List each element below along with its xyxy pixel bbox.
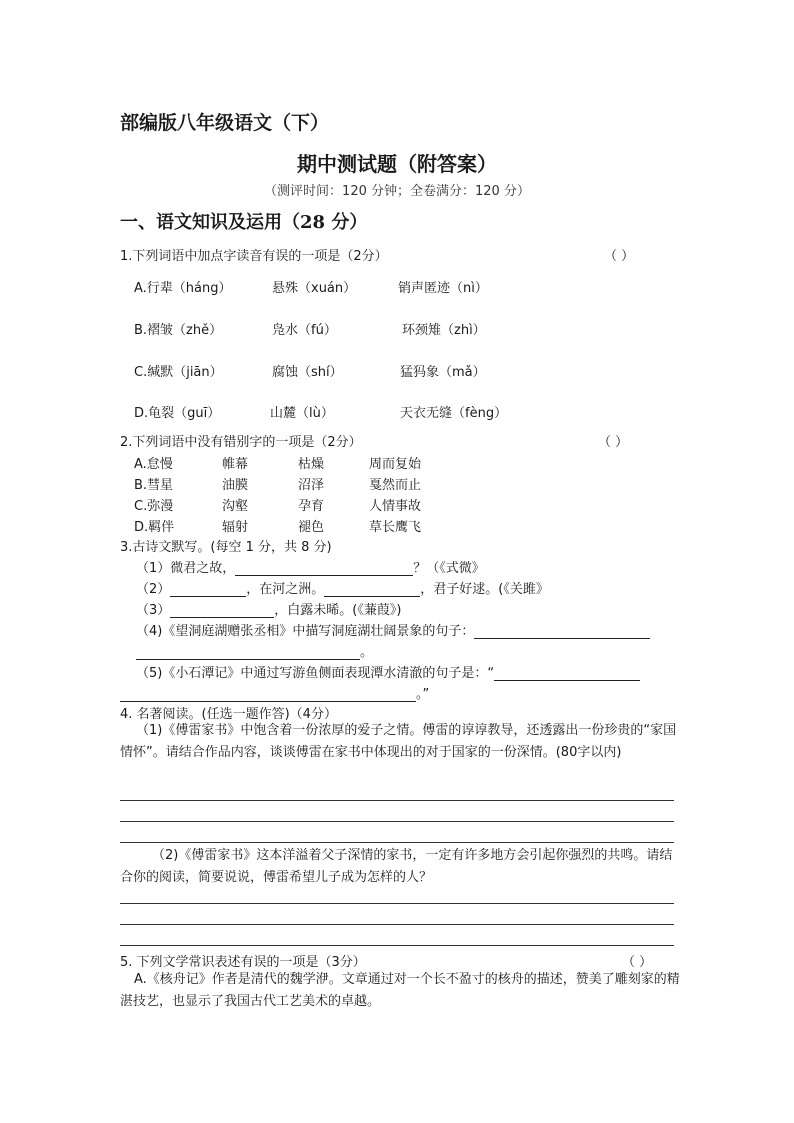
q1-option: 环颈雉（zhì） [402,323,486,338]
q3-text: 。” [416,687,430,702]
q3-text: （2） [136,582,171,597]
q3-blank[interactable] [235,561,413,576]
q3-line-4b [136,641,373,660]
answer-line[interactable] [120,821,674,822]
q2-word: D.羁伴 [134,520,175,535]
q2-word: 沟壑 [222,499,249,514]
q3-line-1 [136,557,485,576]
q3-line-3 [136,599,401,618]
q3-text: ？（《式微》 [413,561,485,576]
answer-line[interactable] [120,842,674,843]
q3-blank[interactable] [474,624,650,639]
q5-option-a: A.《核舟记》作者是清代的魏学洢。文章通过对一个长不盈寸的核舟的描述，赞美了雕刻家的精湛技艺，也显示了我国古代工艺美术的卓越。 [120,972,680,1009]
q5-answer-paren[interactable]: （ ） [622,955,653,970]
q1-option: D.龟裂（guī） [134,406,221,421]
q1-option: 销声匿迹（nì） [398,281,488,296]
q3-blank[interactable] [170,603,274,618]
series-heading: 部编版八年级语文（下） [120,112,330,134]
q1-option: C.缄默（jiān） [134,365,223,380]
q2-word: 辐射 [222,520,249,535]
q1-option: A.行辈（háng） [134,281,232,296]
q1-option: 腐蚀（shí） [272,365,343,380]
q3-text: （5)《小石潭记》中通过写游鱼侧面表现潭水清澈的句子是：“ [136,666,495,681]
q3-blank[interactable] [136,645,360,660]
q1-answer-paren[interactable]: （ ） [604,249,635,264]
q2-word: 周而复始 [369,457,422,472]
q3-blank[interactable] [324,582,420,597]
q1-option: B.褶皱（zhě） [134,323,223,338]
q1-stem: 1.下列词语中加点字读音有误的一项是（2分） [120,249,388,264]
answer-line[interactable] [120,924,674,925]
q3-blank[interactable] [170,582,246,597]
q2-word: 沼泽 [298,478,325,493]
q3-text: （4)《望洞庭湖赠张丞相》中描写洞庭湖壮阔景象的句子： [136,624,475,639]
q3-text: （3） [136,603,171,618]
q1-option: 悬殊（xuán） [272,281,357,296]
q2-word: 草长鹰飞 [369,520,422,535]
q2-word: 褪色 [298,520,325,535]
q2-word: 油膜 [222,478,249,493]
q3-blank[interactable] [120,687,416,702]
q3-stem: 3.古诗文默写。(每空 1 分，共 8 分) [120,540,332,555]
q4-part-2: （2)《傅雷家书》这本洋溢着父子深情的家书，一定有许多地方会引起你强烈的共鸣。请结合你的阅读，简要说说，傅雷希望儿子成为怎样的人？ [120,848,673,885]
q1-option: 山麓（lù） [270,406,334,421]
q2-word: 人情事故 [369,499,422,514]
q2-word: 帷幕 [222,457,249,472]
q3-line-2 [136,578,549,597]
q3-line-4 [136,620,650,639]
q1-option: 猛犸象（mǎ） [400,365,486,380]
q2-word: B.彗星 [134,478,174,493]
q3-text: ，君子好逑。(《关雎》 [420,582,549,597]
q4-stem: 4. 名著阅读。(任选一题作答)（4分） [120,707,337,722]
q2-answer-paren[interactable]: （ ） [598,435,629,450]
q5-stem: 5. 下列文学常识表述有误的一项是（3分） [120,955,366,970]
q1-option: 凫水（fú） [272,323,337,338]
answer-line[interactable] [120,945,674,946]
q3-text: ，在河之洲。 [246,582,325,597]
q3-text: ，白露未晞。(《蒹葭》) [274,603,402,618]
q1-option: 天衣无缝（fèng） [400,406,508,421]
q3-text: 。 [360,645,374,660]
q2-stem: 2.下列词语中没有错别字的一项是（2分） [120,435,362,450]
q3-line-5b [120,683,429,702]
q3-text: （1）微君之故， [136,561,236,576]
q2-word: 枯燥 [298,457,325,472]
q4-part-1: （1)《傅雷家书》中饱含着一份浓厚的爱子之情。傅雷的谆谆教导，还透露出一份珍贵的“家国情怀”。请结合作品内容，谈谈傅雷在家书中体现出的对于国家的一份深情。(80字以内) [120,723,677,760]
q2-word: 孕育 [298,499,325,514]
section-heading: 一、语文知识及运用（28 分） [120,212,368,233]
exam-title: 期中测试题（附答案） [297,152,497,176]
answer-line[interactable] [120,903,674,904]
exam-subtitle: （测评时间：120 分钟；全卷满分：120 分） [264,184,530,199]
q3-blank[interactable] [494,666,640,681]
q3-line-5 [136,662,640,681]
answer-line[interactable] [120,800,674,801]
q2-word: A.怠慢 [134,457,173,472]
q2-word: C.弥漫 [134,499,174,514]
q2-word: 戛然而止 [369,478,422,493]
